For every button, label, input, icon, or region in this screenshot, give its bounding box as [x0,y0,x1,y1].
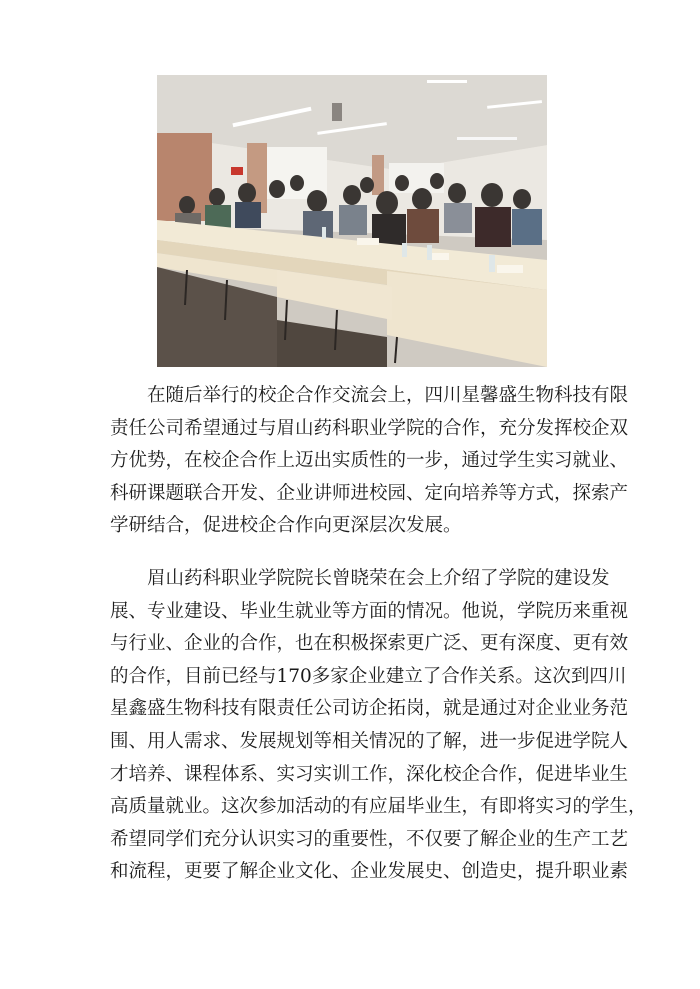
paragraph-line: 眉山药科职业学院院长曾晓荣在会上介绍了学院的建设发 [147,568,610,589]
paragraph-line: 高质量就业。这次参加活动的有应届毕业生，有即将实习的学生， [110,796,647,818]
paragraph-line: 星鑫盛生物科技有限责任公司访企拓岗，就是通过对企业业务范 [110,698,629,720]
paragraph-line: 科研课题联合开发、企业讲师进校园、定向培养等方式，探索产 [110,482,629,504]
meeting-photo [157,75,547,367]
paragraph-line: 才培养、课程体系、实习实训工作，深化校企合作，促进毕业生 [110,763,629,785]
paragraph-line: 方优势，在校企合作上迈出实质性的一步，通过学生实习就业、 [110,450,629,472]
paragraph-line: 和流程，更要了解企业文化、企业发展史、创造史，提升职业素 [110,861,629,883]
paragraph-1 [110,380,629,543]
paragraph-line: 围、用人需求、发展规划等相关情况的了解，进一步促进学院人 [110,730,629,752]
paragraph-line: 与行业、企业的合作，也在积极探索更广泛、更有深度、更有效 [110,633,629,655]
paragraph-line: 学研结合，促进校企合作向更深层次发展。 [110,515,462,537]
paragraph-line: 展、专业建设、毕业生就业等方面的情况。他说，学院历来重视 [110,600,629,622]
paragraph-2 [110,563,647,889]
paragraph-line: 的合作，目前已经与170多家企业建立了合作关系。这次到四川 [110,665,627,687]
paragraph-line: 希望同学们充分认识实习的重要性，不仅要了解企业的生产工艺 [110,828,629,850]
paragraph-line: 责任公司希望通过与眉山药科职业学院的合作，充分发挥校企双 [110,417,629,439]
paragraph-line: 在随后举行的校企合作交流会上，四川星馨盛生物科技有限 [147,385,629,406]
